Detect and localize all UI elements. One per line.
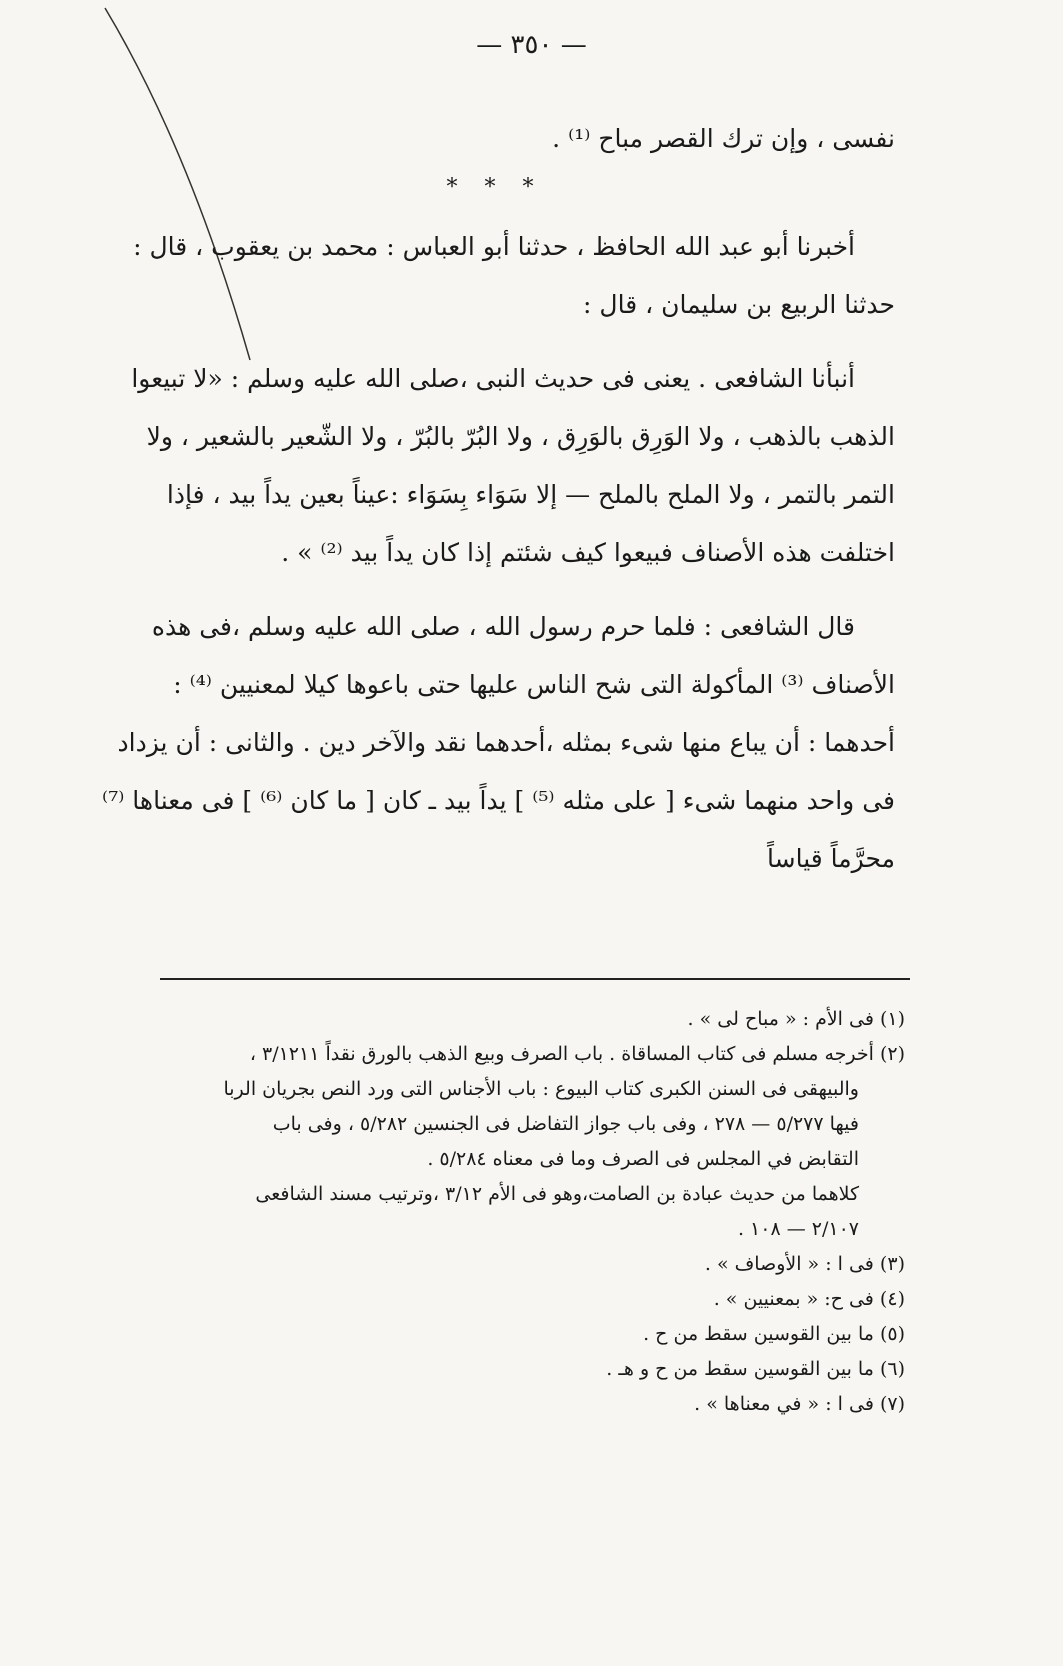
section-separator: * * * (446, 175, 544, 200)
paragraph-isnad: أخبرنا أبو عبد الله الحافظ ، حدثنا أبو العباس : محمد بن يعقوب ، قال : حدثنا الربيع بن سليمان ، قال : (133, 232, 895, 319)
footnote-divider (160, 978, 910, 980)
paragraph-shafii: قال الشافعى : فلما حرم رسول الله ، صلى الله عليه وسلم ،فى هذه الأصناف ⁽³⁾ المأكولة التى شح الناس عليها حتى باعوها كيلا لمعنيين ⁽⁴⁾ : أحدهما : أن يباع منها شىء بمثله ،أحدهما نقد والآخر دين . والثانى : أن يزداد فى واحد منهما شىء [ على مثله ⁽⁵⁾ ] يداً بيد ـ كان [ ما كان ⁽⁶⁾ ] فى معناها ⁽⁷⁾ محرَّماً قياساً (102, 612, 895, 873)
footnote-3: (٣) فى ا : « الأوصاف » . (704, 1253, 905, 1275)
footnote-2-line-5: كلاهما من حديث عبادة بن الصامت،وهو فى الأم ٣/١٢ ،وترتيب مسند الشافعى (255, 1183, 859, 1205)
footnote-2-line-3: فيها ٥/٢٧٧ — ٢٧٨ ، وفى باب جواز التفاضل فى الجنسين ٥/٢٨٢ ، وفى باب (272, 1113, 859, 1135)
footnotes (95, 1002, 905, 1422)
footnote-4: (٤) فى ح: « بمعنيين » . (713, 1288, 905, 1310)
footnote-1: (١) فى الأم : « مباح لى » . (687, 1008, 905, 1030)
footnote-2-line-6: ٢/١٠٧ — ١٠٨ . (737, 1218, 859, 1240)
footnote-6: (٦) ما بين القوسين سقط من ح و هـ . (606, 1358, 905, 1380)
footnote-2-line-4: التقابض في المجلس فى الصرف وما فى معناه ٥/٢٨٤ . (427, 1148, 859, 1170)
footnote-5: (٥) ما بين القوسين سقط من ح . (643, 1323, 905, 1345)
footnote-7: (٧) فى ا : « في معناها » . (694, 1393, 905, 1415)
paragraph-hadith: أنبأنا الشافعى . يعنى فى حديث النبى ،صلى الله عليه وسلم : «لا تبيعوا الذهب بالذهب ، ولا الوَرِق بالوَرِق ، ولا البُرّ بالبُرّ ، ولا الشّعير بالشعير ، ولا التمر بالتمر ، ولا الملح بالملح — إلا سَوَاء بِسَوَاء :عيناً بعين يداً بيد ، فإذا اختلفت هذه الأصناف فبيعوا كيف شئتم إذا كان يداً بيد ⁽²⁾ » . (131, 364, 895, 567)
footnote-2: (٢) أخرجه مسلم فى كتاب المساقاة . باب الصرف وبيع الذهب بالورق نقداً ٣/١٢١١ ، (249, 1043, 905, 1065)
paragraph-continuation: نفسى ، وإن ترك القصر مباح ⁽¹⁾ . (552, 124, 895, 153)
main-text (95, 110, 895, 888)
page-number: — ٣٥٠ — (476, 30, 587, 60)
footnote-2-line-2: والبيهقى فى السنن الكبرى كتاب البيوع : باب الأجناس التى ورد النص بجريان الربا (223, 1078, 859, 1100)
